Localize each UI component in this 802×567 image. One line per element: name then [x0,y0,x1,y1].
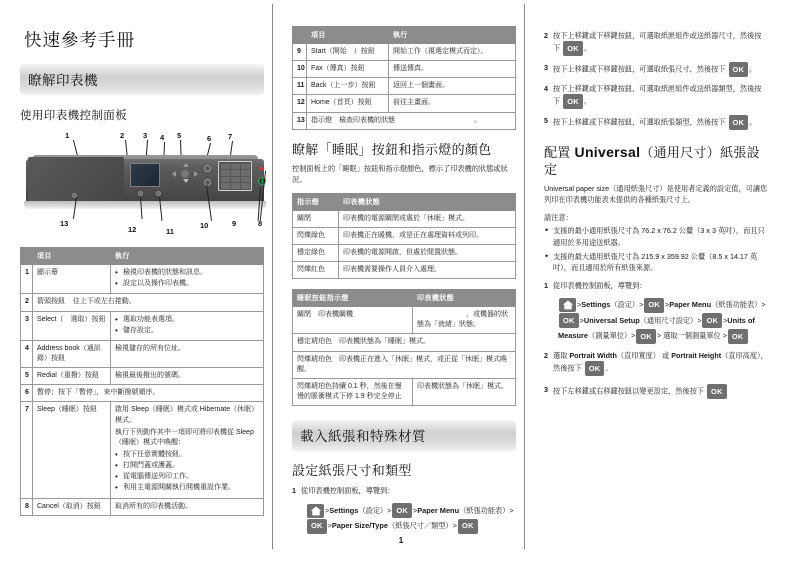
portrait-height-zh: （直印高度） [721,351,761,361]
row-num: 9 [293,44,307,61]
step-text: 按下左移鍵或右移鍵按鈕以變更設定，然後按下 [553,386,704,396]
row-desc: 傳送傳真。 [389,61,516,78]
row-desc: 返回上一個畫面。 [389,78,516,95]
row-num: 5 [21,368,33,385]
step-text-suffix: ，然後按下 [553,351,768,373]
subheading-set-paper-size-type: 設定紙張尺寸和類型 [292,463,412,479]
panel-base-shadow [24,201,266,209]
row-item: Select（ 選取）按鈕 [33,311,111,340]
step-text-end: 。 [583,43,592,53]
keypad-key [231,177,240,183]
nav-sep: > [412,505,418,515]
nav-sep: > [723,315,728,325]
step-item [544,30,768,56]
keypad-key [221,183,230,189]
nav-settings: Settings [581,300,611,310]
callout-2: 2 [120,131,125,141]
step-text: 按下上移鍵或下移鍵按鈕，可選取紙匣組件或送紙器尺寸，然後按下 [553,31,762,53]
step-number: 2 [544,31,548,40]
table-row [293,44,516,61]
bullet-item: • 支援的最小通用紙張尺寸為 76.2 x 76.2 公釐（3 x 3 英吋），而且只適用於多用途送紙器。 [544,225,768,247]
desc-line: 啟用 Sleep（睡眠）模式或 Hibernate（休眠）模式。 [115,406,259,424]
paper-size-steps-continued [544,30,768,130]
step-text-end: 。 [605,363,613,373]
universal-setup-steps-2 [544,350,768,399]
nav-sep: > [579,315,584,325]
step-number: 2 [544,351,548,361]
table-row [21,311,264,340]
table-row [293,78,516,95]
step-number: 1 [292,486,296,496]
heading-universal-paper-settings [544,144,768,178]
ok-key[interactable]: OK [729,62,749,77]
step-item [544,115,768,130]
row-desc [111,265,264,294]
printer-status: 印表機的電源開啟，但處於閒置狀態。 [339,244,516,261]
nav-sep: > [452,521,457,531]
row-desc: 取消所有的印表機活動。 [111,498,264,515]
printer-control-panel-illustration [20,131,270,243]
col-action: 執行 [111,248,264,265]
nav-sep: > [577,300,582,310]
table-row [21,385,264,402]
row-num: 3 [21,311,33,340]
indicator-state: 穩定綠色 [293,244,339,261]
ok-key[interactable]: OK [729,115,749,130]
step-number: 1 [544,281,548,291]
column-middle [278,26,530,531]
callout-10: 10 [200,221,209,231]
keypad-key [221,164,230,170]
navigation-path-paper-size [306,503,516,534]
col-action: 執行 [389,27,516,44]
keypad-key [241,164,250,170]
step-item [544,280,768,291]
step-number: 3 [544,63,548,73]
indicator-state: 閃爍綠色 [293,227,339,244]
row-desc: 。 [474,116,481,124]
heading-sleep-indicator-colors: 瞭解「睡眠」按鈕和指示燈的顏色 [292,141,492,157]
callout-3: 3 [143,131,148,141]
home-glyph [310,506,322,516]
sleep-light-state: 穩定琥珀色 印表機狀態為「睡眠」模式。 [293,334,516,351]
control-panel-items-table-part2 [292,26,516,130]
desc-bullet: • 利用主電源開關執行開機重設作業。 [115,483,259,493]
nav-sep: > [761,300,766,310]
section-band-loading-paper: 載入紙張和特殊材質 [292,420,516,451]
row-item-merged [307,112,516,129]
row-num: 4 [21,340,33,367]
desc-bullet: • 選取功能表選項。 [115,315,259,325]
printer-status: 印表機狀態為「休眠」模式。 [413,378,516,405]
control-panel-items-table-part1 [20,247,264,516]
callout-11: 11 [166,227,174,237]
indicator-light-status-table [292,193,516,280]
row-item-merged: 暫停；按下「暫停」，來中斷撥號順序。 [33,385,264,402]
indicator-state: 關閉 [293,210,339,227]
col-printer-status: 印表機狀態 [339,193,516,210]
page-number: 1 [398,536,404,545]
column-right [530,26,782,516]
step-text-prefix: 選取 [553,351,568,361]
nav-units-of-measure: Units of Measure [558,315,755,341]
callout-12: 12 [128,225,137,235]
step-text-mid: 或 [661,351,670,361]
nav-paper-menu: Paper Menu [417,505,460,515]
nav-sep: > [639,300,644,310]
sleep-light-state: 閃爍琥珀色 印表機正在進入「休眠」模式，或正從「休眠」模式喚醒。 [293,351,516,378]
universal-setup-steps [544,280,768,291]
nav-sep: > [631,331,636,341]
home-icon[interactable] [307,504,324,518]
arrow-right-icon [194,171,198,177]
step-text: 按下上移鍵或下移鍵按鈕，可選取紙張類型，然後按下 [553,117,726,127]
sleep-button-light-table [292,289,516,406]
row-item: Redial（重撥）按鈕 [33,368,111,385]
col-item: 項目 [307,27,389,44]
nav-sep: > [664,300,670,310]
keypad-key [241,170,250,176]
table-row [293,307,516,334]
step-item [544,384,768,399]
desc-line: 執行下列動作其中一項即可將印表機從 Sleep（睡眠）模式中喚醒： [115,428,254,446]
step-text-end: 。 [749,64,757,74]
step-text: 從印表機控制面板，導覽到： [553,281,647,291]
keypad-key [231,164,240,170]
nav-universal-setup: Universal Setup [583,315,640,325]
nav-sep: > [697,315,702,325]
row-item: Cancel（取消）按鈕 [33,498,111,515]
heading-zh-paren: （通用尺寸） [640,145,721,161]
table-row [21,368,264,385]
row-desc: 檢視儲存的所有位址。 [111,340,264,367]
three-column-layout [20,26,782,531]
indicator-state: 閃爍紅色 [293,261,339,278]
row-num: 7 [21,402,33,498]
intro-sleep-indicator: 控制面板上的「睡眠」按鈕和指示燈顏色，標示了印表機的狀態或狀況。 [292,163,508,184]
col-item: 項目 [33,248,111,265]
document-title: 快速參考手冊 [24,30,135,50]
step-text: 按下上移鍵或下移鍵按鈕，可選取紙張尺寸，然後按下 [553,64,726,74]
desc-bullet: • 打開門蓋或護蓋。 [115,461,259,471]
nav-sep: > [387,505,392,515]
status-indicator-light [259,167,263,170]
row-num: 12 [293,95,307,112]
step-text-end: 。 [749,117,757,127]
desc-bullet: • 按下任意實體按鈕。 [115,450,259,460]
callout-7: 7 [228,132,233,142]
row-num: 6 [21,385,33,402]
portrait-width-label: Portrait Width [569,351,617,361]
step-text: 從印表機控制面板，導覽到： [301,486,395,496]
keypad-key [231,170,240,176]
home-glyph [562,300,574,310]
nav-settings-zh: （設定） [358,505,388,515]
keypad-key [241,183,250,189]
table-row [293,210,516,227]
nav-paper-menu-zh: （紙張功能表） [711,300,762,310]
nav-sep: > [509,505,514,515]
step-item [292,485,516,496]
table-row [21,498,264,515]
row-num: 1 [21,265,33,294]
row-desc: 開始工作（視選定模式而定）。 [389,44,516,61]
row-item: Back（上一步）按鈕 [307,78,389,95]
callout-8: 8 [258,219,263,229]
nav-paper-menu-zh: （紙張功能表） [459,505,510,515]
subheading-control-panel: 使用印表機控制面板 [20,110,128,123]
table-row [21,294,264,311]
portrait-height-label: Portrait Height [671,351,722,361]
table-row [293,61,516,78]
row-item-merged [33,294,264,311]
display-screen [130,163,160,187]
row-item: 箭頭按鈕 [37,298,65,306]
nav-settings: Settings [329,505,359,515]
numeric-keypad [218,161,252,191]
ok-key[interactable]: OK [307,519,327,534]
printer-status: 印表機的電源關閉或處於「休眠」模式。 [339,210,516,227]
ok-key[interactable]: OK [728,329,748,344]
nav-settings-zh: （設定） [610,300,640,310]
col-blank [293,27,307,44]
row-desc: 檢視最後撥出的號碼。 [111,368,264,385]
row-item: Address book（通訊錄）按鈕 [33,340,111,367]
step-number: 3 [544,385,548,395]
universal-size-bullets [544,225,768,273]
table-row [293,244,516,261]
printer-status: 印表機需要操作人員介入處理。 [339,261,516,278]
nav-paper-size-type: Paper Size/Type [331,521,388,531]
step-item [544,62,768,77]
ok-key[interactable]: OK [702,313,722,328]
row-desc [111,311,264,340]
table-header-row [21,248,264,265]
row-desc [111,402,264,498]
callout-6: 6 [207,134,212,144]
step-item [544,83,768,109]
table-header-row [293,27,516,44]
table-row [293,334,516,351]
arrow-up-icon [183,163,189,167]
home-icon[interactable] [559,298,576,312]
table-row [293,112,516,129]
column-left [20,26,278,516]
step-text-end: 。 [583,96,592,106]
section-band-understanding-printer: 瞭解印表機 [20,64,264,95]
callout-1: 1 [65,131,70,141]
table-row [21,265,264,294]
heading-suffix: 紙張設定 [544,145,760,177]
row-desc: 往上下或左右捲動。 [72,298,136,306]
portrait-width-zh: （直印寬度） [616,351,660,361]
row-desc: 前往主畫面。 [389,95,516,112]
row-item: 顯示幕 [33,265,111,294]
nav-tail-zh: > 選取一個測量單位 > [657,331,727,341]
keypad-key [231,183,240,189]
step-number: 5 [544,116,548,126]
col-blank [21,248,33,265]
bullet-item: • 支援的最大通用紙張尺寸為 215.9 x 359.92 公釐（8.5 x 14.17 英吋），而且適用於所有紙張來源。 [544,251,768,273]
ok-key[interactable]: OK [707,384,727,399]
nav-units-of-measure-zh: （測量單位） [588,331,632,341]
heading-universal-en: Universal [574,144,641,161]
callout-13: 13 [60,219,69,229]
nav-universal-setup-zh: （通用尺寸設定） [639,315,698,325]
nav-paper-menu: Paper Menu [669,300,712,310]
row-num: 2 [21,294,33,311]
table-row [293,95,516,112]
ok-key[interactable]: OK [644,298,664,313]
intro-universal: Universal paper size（通用紙張尺寸）是使用者定義的設定值，可讓您列印在印表機功能表未提供的各種紙張尺寸上。 [544,184,768,204]
table-header-row [293,290,516,307]
ok-key[interactable]: OK [559,313,579,328]
row-item: Start（開始 ）按鈕 [307,44,389,61]
arrow-buttons-group [170,163,200,185]
keypad-key [221,177,230,183]
nav-sep: > [325,505,330,515]
nav-sep: > [327,521,332,531]
nav-paper-size-type-zh: （紙張尺寸／類型） [388,521,453,531]
table-row [293,261,516,278]
ok-key[interactable]: OK [585,361,605,376]
step-item [544,350,768,376]
row-num: 10 [293,61,307,78]
printer-status: ，或機器的狀態為「就緒」狀態。 [413,307,516,334]
table-row [293,351,516,378]
ok-key[interactable]: OK [563,41,583,56]
keypad-key [241,177,250,183]
row-num: 8 [21,498,33,515]
set-paper-size-steps [292,485,516,496]
sleep-light-state: 閃爍琥珀色持續 0.1 秒，然後在慢慢的脈衝模式下停 1.9 秒完全停止 [293,378,413,405]
table-row [21,340,264,367]
ok-key[interactable]: OK [392,503,412,518]
note-label: 請注意： [544,212,573,222]
col-indicator: 指示燈 [293,193,339,210]
row-item: 指示燈 檢查印表機的狀態 [311,116,395,124]
printer-status: 印表機正在暖機，或是正在處理資料或列印。 [339,227,516,244]
row-item: Fax（傳真）按鈕 [307,61,389,78]
table-header-row [293,193,516,210]
keypad-key [221,170,230,176]
step-text: 按下上移鍵或下移鍵按鈕，可選取紙匣組件或送紙器類型，然後按下 [553,84,762,106]
table-row [21,402,264,498]
col-printer-status: 印表機狀態 [413,290,516,307]
desc-bullet: • 儲存設定。 [115,326,259,336]
col-sleep-button-light: 睡眠按鈕指示燈 [293,290,413,307]
table-row [293,227,516,244]
select-button [181,170,189,178]
row-item: Home（首頁）按鈕 [307,95,389,112]
ok-key[interactable]: OK [458,519,478,534]
heading-prefix: 配置 [544,145,571,161]
arrow-down-icon [183,179,189,183]
step-number: 4 [544,84,548,94]
ok-key[interactable]: OK [563,94,583,109]
table-row [293,378,516,405]
row-num: 11 [293,78,307,95]
desc-bullet: • 設定以及操作印表機。 [115,279,259,289]
row-item: Sleep（睡眠）按鈕 [33,402,111,498]
callout-9: 9 [232,219,237,229]
callout-4: 4 [160,133,165,143]
sleep-light-state: 關閉 印表機關機 [293,307,413,334]
desc-bullet: • 從電腦傳送列印工作。 [115,472,259,482]
row-num: 13 [293,112,307,129]
arrow-left-icon [172,171,176,177]
ok-key[interactable]: OK [636,329,656,344]
desc-bullet: • 檢視印表機的狀態和訊息。 [115,268,259,278]
callout-5: 5 [177,131,182,141]
navigation-path-universal-setup [558,297,768,344]
